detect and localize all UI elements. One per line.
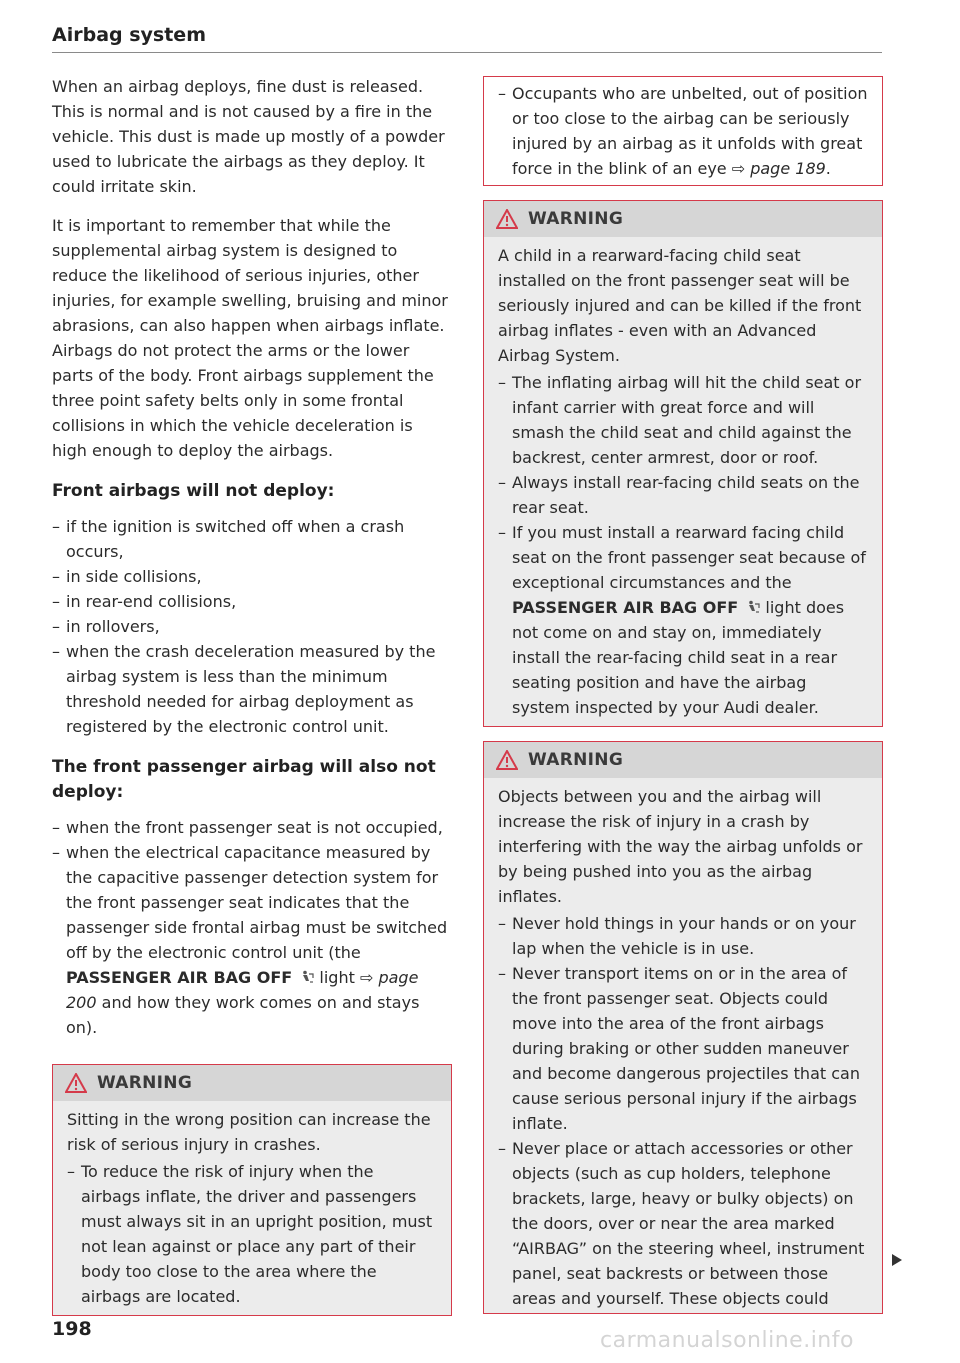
list-item: – The inflating airbag will hit the child seat or infant carrier with great force and will smash the child seat and child against the backrest, center armrest, door or roof. <box>498 373 862 467</box>
list-item: – Never transport items on or in the area of the front passenger seat. Objects could move into the area of the front airbags during braking or other sudden maneuver and become dangerous projectiles that can cause serious personal injury if the airbags inflate. <box>498 964 860 1133</box>
warning-box-objects <box>483 741 883 1314</box>
passenger-airbag-off-label: PASSENGER AIR BAG OFF <box>66 968 293 987</box>
list-item: – in rollovers, <box>52 617 160 636</box>
left-column <box>52 74 452 1330</box>
list-item: – Never hold things in your hands or on your lap when the vehicle is in use. <box>498 914 856 958</box>
list-item: – Occupants who are unbelted, out of position or too close to the airbag can be seriously injured by an airbag as it unfolds with great force in the blink of an eye ⇨ page 189. <box>498 84 868 178</box>
warning-box-seating <box>52 1064 452 1316</box>
warning-triangle-icon <box>496 750 518 770</box>
paragraph-injuries: It is important to remember that while the supplemental airbag system is designed to reduce the likelihood of serious injuries, other injuries, for example swelling, bruising and minor abrasions, can also happen when airbags inflate. Airbags do not protect the arms or the lower parts of the body. Front airbags supplement the three point safety belts only in some frontal collisions in which the vehicle deceleration is high enough to deploy the airbags. <box>52 216 448 460</box>
list-item: – Always install rear-facing child seats on the rear seat. <box>498 473 860 517</box>
heading-front-airbags-not-deploy: Front airbags will not deploy: <box>52 481 335 501</box>
list-item: – in rear-end collisions, <box>52 592 237 611</box>
list-item: – when the front passenger seat is not occupied, <box>52 818 443 837</box>
paragraph-dust: When an airbag deploys, fine dust is released. This is normal and is not caused by a fire in the vehicle. This dust is made up mostly of a powder used to lubricate the airbags as they deploy. It could irritate skin. <box>52 77 445 196</box>
warning-body: Sitting in the wrong position can increase the risk of serious injury in crashes. – To reduce the risk of injury when the airbags inflate, the driver and passengers must always sit in an upright position, must not lean against or place any part of their body too close to the area where the airbags are located. <box>53 1101 451 1315</box>
passenger-airbag-off-icon <box>746 600 760 614</box>
list-not-deploy <box>52 514 452 739</box>
right-column <box>483 76 883 1328</box>
watermark-url: carmanualsonline.info <box>600 1328 854 1353</box>
list-item: – when the crash deceleration measured by the airbag system is less than the minimum threshold needed for airbag deployment as registered by the electronic control unit. <box>52 642 436 736</box>
page-189-link[interactable]: ⇨ page 189 <box>731 159 826 178</box>
list-item: – in side collisions, <box>52 567 202 586</box>
warning-body: A child in a rearward-facing child seat installed on the front passenger seat will be seriously injured and can be killed if the front airbag inflates - even with an Advanced Airbag System. – The inflating airbag will hit the child seat or infant carrier with great force and will smash the child seat and child against the backrest, center armrest, door or roof. – Always install rear-facing child seats on the rear seat. – If you must install a rearward facing child seat on the front passenger seat because of exceptional circumstances and the PASSENGER AIR BAG OFF light does not come on and stay on, immediately install the rear-facing child seat in a rear seating position and have the airbag system inspected by your Audi dealer. <box>484 237 882 726</box>
list-passenger-not-deploy <box>52 815 452 1040</box>
section-title: Airbag system <box>52 24 206 46</box>
warning-header: WARNING <box>484 201 882 237</box>
header-divider <box>52 52 882 53</box>
list-item: – when the electrical capacitance measured by the capacitive passenger detection system for the front passenger seat indicates that the passenger side frontal airbag must be switched off by the electronic control unit (the PASSENGER AIR BAG OFF light ⇨ page 200 and how they work comes on and stays on). <box>52 843 448 1037</box>
passenger-airbag-off-icon <box>300 970 314 984</box>
warning-triangle-icon <box>65 1073 87 1093</box>
page-200-link[interactable]: ⇨ page 200 <box>66 968 419 1012</box>
warning-header: WARNING <box>484 742 882 778</box>
warning-header: WARNING <box>53 1065 451 1101</box>
list-item: – To reduce the risk of injury when the airbags inflate, the driver and passengers must always sit in an upright position, must not lean against or place any part of their body too close to the area where the airbags are located. <box>67 1162 433 1306</box>
warning-box-child-seat <box>483 200 883 727</box>
warning-body: Objects between you and the airbag will increase the risk of injury in a crash by interfering with the way the airbag unfolds or by being pushed into you as the airbag inflates. – Never hold things in your hands or on your lap when the vehicle is in use. – Never transport items on or in the area of the front passenger seat. Objects could move into the area of the front airbags during braking or other sudden maneuver and become dangerous projectiles that can cause serious personal injury if the airbags inflate. – Never place or attach accessories or other objects (such as cup holders, telephone brackets, large, heavy or bulky objects) on the doors, over or near the area marked “AIRBAG” on the steering wheel, instrument panel, seat backrests or between those areas and yourself. These objects could <box>484 778 882 1313</box>
list-item: – If you must install a rearward facing child seat on the front passenger seat because of exceptional circumstances and the PASSENGER AIR BAG OFF light does not come on and stay on, immediately install the rear-facing child seat in a rear seating position and have the airbag system inspected by your Audi dealer. <box>498 523 866 717</box>
continue-arrow-icon <box>890 1253 904 1267</box>
list-item: – Never place or attach accessories or other objects (such as cup holders, telephone brackets, large, heavy or bulky objects) on the doors, over or near the area marked “AIRBAG” on the steering wheel, instrument panel, seat backrests or between those areas and yourself. These objects could <box>498 1139 865 1308</box>
list-item: – if the ignition is switched off when a crash occurs, <box>52 517 405 561</box>
occupants-note-box <box>483 76 883 186</box>
heading-passenger-airbag-not-deploy: The front passenger airbag will also not deploy: <box>52 757 436 802</box>
passenger-airbag-off-label: PASSENGER AIR BAG OFF <box>512 598 739 617</box>
warning-triangle-icon <box>496 209 518 229</box>
page-number: 198 <box>52 1318 92 1340</box>
